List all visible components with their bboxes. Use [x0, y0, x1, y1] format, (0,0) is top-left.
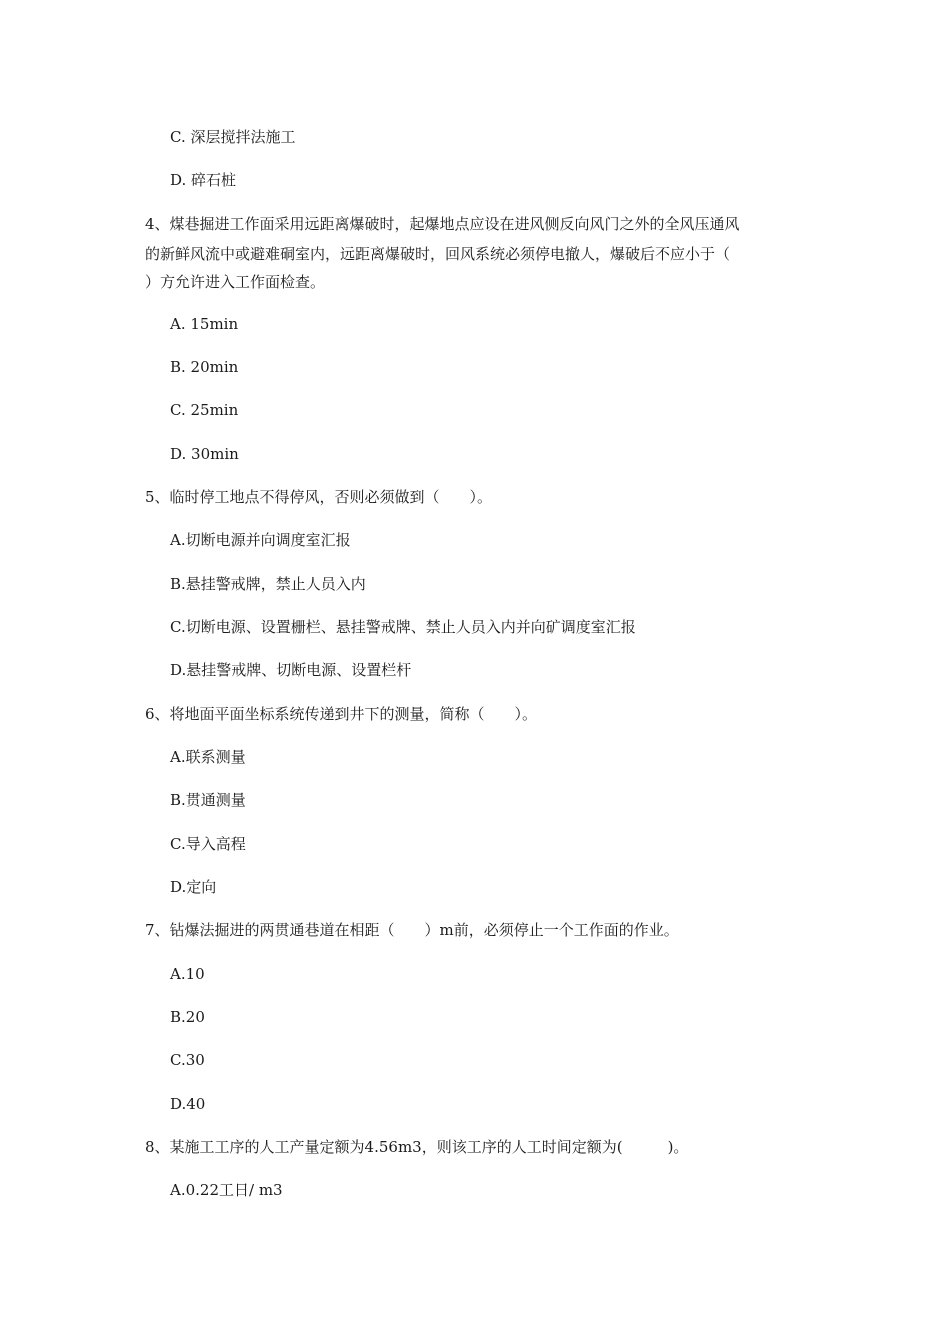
q7-option-c: C.30	[170, 1051, 205, 1069]
q4-stem-line-1: 4、煤巷掘进工作面采用远距离爆破时，起爆地点应设在进风侧反向风门之外的全风压通风	[145, 215, 740, 233]
q7-option-d: D.40	[170, 1095, 206, 1113]
q8-option-a: A.0.22工日/ m3	[170, 1181, 283, 1199]
q6-option-c: C.导入高程	[170, 835, 246, 853]
q4-option-b: B. 20min	[170, 358, 239, 376]
q6-option-a: A.联系测量	[170, 748, 246, 766]
q4-stem-line-3: ）方允许进入工作面检查。	[145, 273, 326, 291]
q6-option-b: B.贯通测量	[170, 791, 246, 809]
q3-option-d: D. 碎石桩	[170, 171, 237, 189]
q5-option-b: B.悬挂警戒牌，禁止人员入内	[170, 575, 366, 593]
q4-stem-line-2: 的新鲜风流中或避难硐室内，远距离爆破时，回风系统必须停电撤人，爆破后不应小于（	[145, 245, 731, 263]
q7-stem: 7、钻爆法掘进的两贯通巷道在相距（ ）m前，必须停止一个工作面的作业。	[145, 921, 679, 939]
q7-option-a: A.10	[170, 965, 205, 983]
q4-option-c: C. 25min	[170, 401, 239, 419]
q4-option-d: D. 30min	[170, 445, 239, 463]
q5-option-c: C.切断电源、设置栅栏、悬挂警戒牌、禁止人员入内并向矿调度室汇报	[170, 618, 636, 636]
q5-stem: 5、临时停工地点不得停风，否则必须做到（ ）。	[145, 488, 493, 506]
q5-option-d: D.悬挂警戒牌、切断电源、设置栏杆	[170, 661, 412, 679]
q8-stem: 8、某施工工序的人工产量定额为4.56m3，则该工序的人工时间定额为( )。	[145, 1138, 689, 1156]
q7-option-b: B.20	[170, 1008, 205, 1026]
q3-option-c: C. 深层搅拌法施工	[170, 128, 296, 146]
q6-option-d: D.定向	[170, 878, 217, 896]
q4-option-a: A. 15min	[170, 315, 239, 333]
q6-stem: 6、将地面平面坐标系统传递到井下的测量，简称（ ）。	[145, 705, 538, 723]
q5-option-a: A.切断电源并向调度室汇报	[170, 531, 351, 549]
